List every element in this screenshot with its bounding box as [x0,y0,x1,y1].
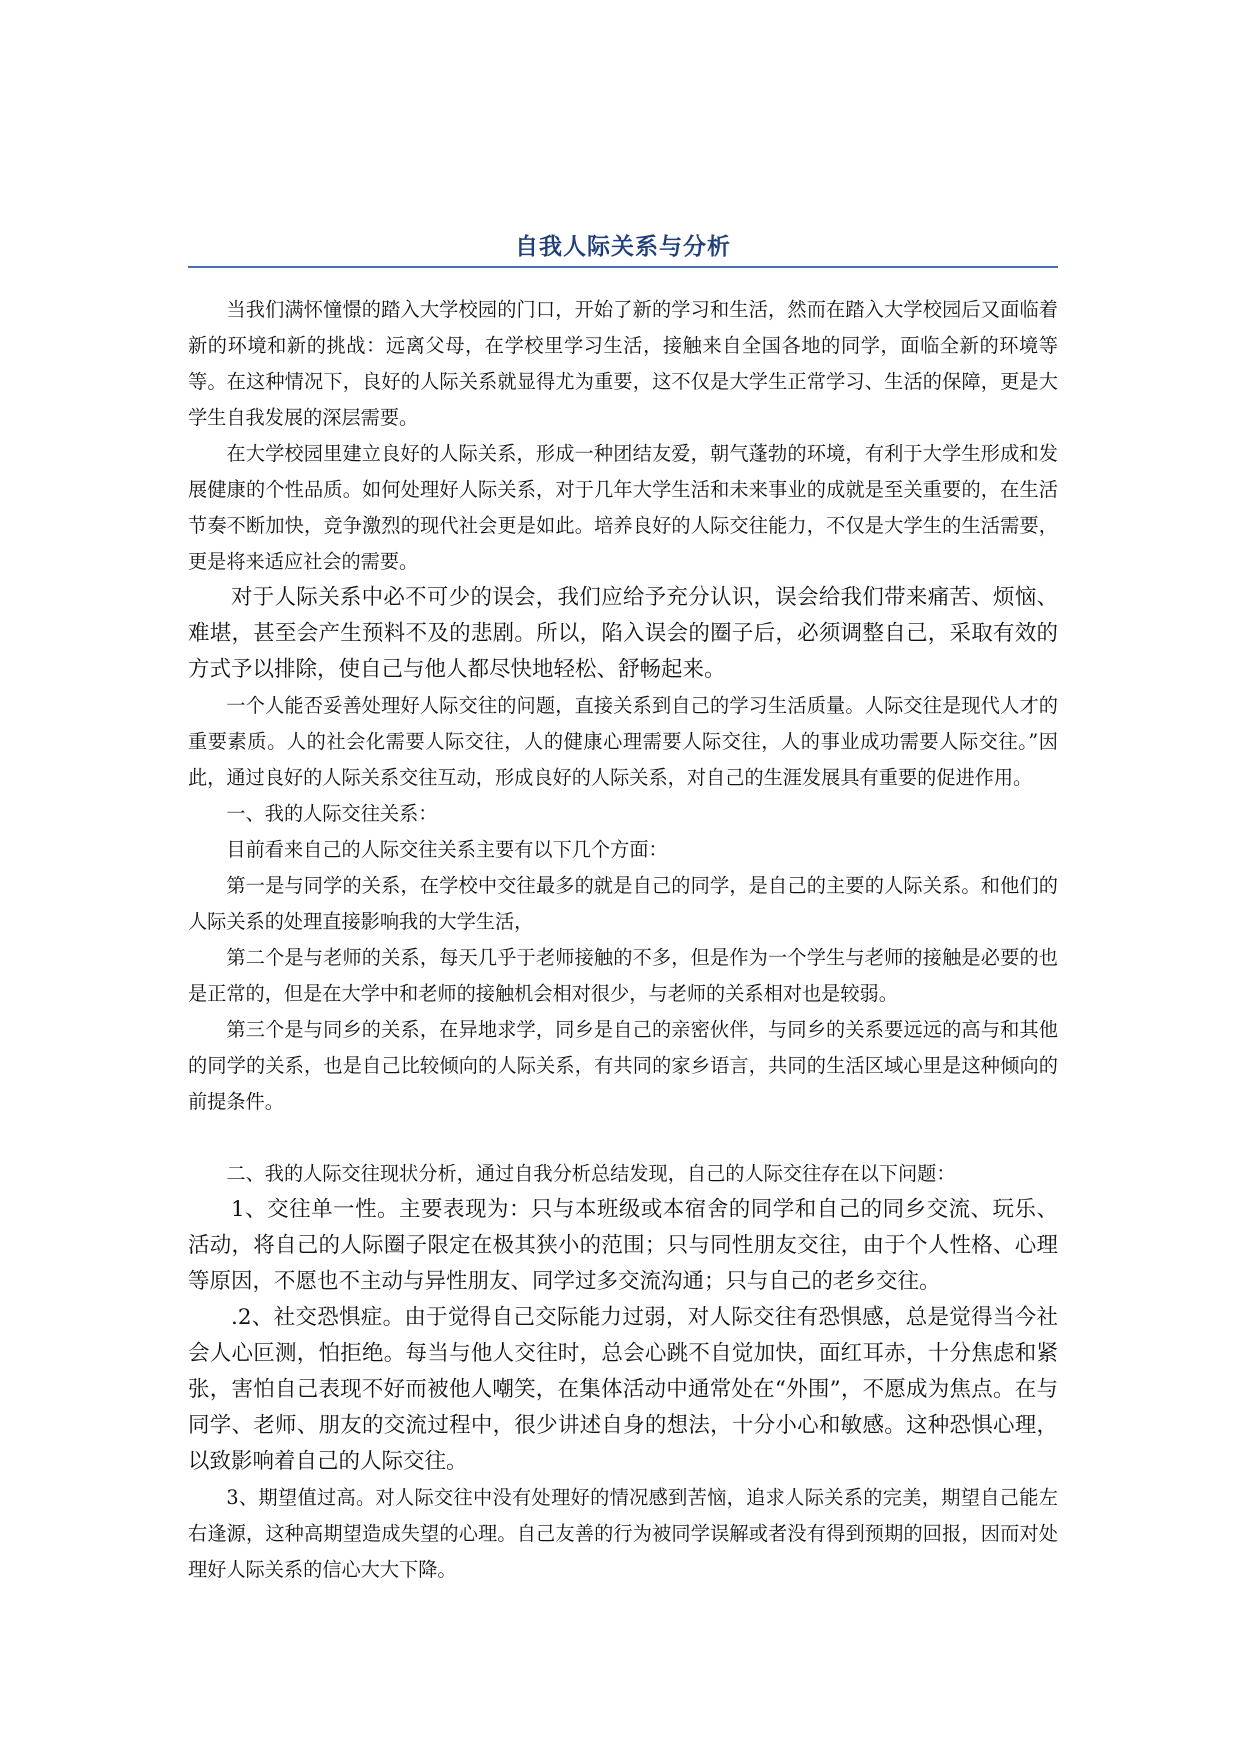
paragraph-campus: 在大学校园里建立良好的人际关系，形成一种团结友爱，朝气蓬勃的环境，有利于大学生形成和发展健康的个性品质。如何处理好人际关系，对于几年大学生活和未来事业的成就是至关重要的，在生活节奏不断加快，竞争激烈的现代社会更是如此。培养良好的人际交往能力，不仅是大学生的生活需要，更是将来适应社会的需要。 [188,442,1058,573]
section-heading-relations: 一、我的人际交往关系： [226,802,438,825]
paragraph-teachers: 第二个是与老师的关系，每天几乎于老师接触的不多，但是作为一个学生与老师的接触是必要的也是正常的，但是在大学中和老师的接触机会相对很少，与老师的关系相对也是较弱。 [188,946,1058,1005]
paragraph-hometown: 第三个是与同乡的关系，在异地求学，同乡是自己的亲密伙伴，与同乡的关系要远远的高与和其他的同学的关系，也是自己比较倾向的人际关系，有共同的家乡语言，共同的生活区域心里是这种倾向的前提条件。 [188,1018,1058,1113]
document-title: 自我人际关系与分析 [515,234,731,260]
title-underline [188,266,1058,268]
paragraph-importance: 一个人能否妥善处理好人际交往的问题，直接关系到自己的学习生活质量。人际交往是现代人才的重要素质。人的社会化需要人际交往，人的健康心理需要人际交往，人的事业成功需要人际交往。”因此，通过良好的人际关系交往互动，形成良好的人际关系，对自己的生涯发展具有重要的促进作用。 [188,694,1058,789]
paragraph-intro: 当我们满怀憧憬的踏入大学校园的门口，开始了新的学习和生活，然而在踏入大学校园后又面临着新的环境和新的挑战：远离父母，在学校里学习生活，接触来自全国各地的同学，面临全新的环境等等。在这种情况下，良好的人际关系就显得尤为重要，这不仅是大学生正常学习、生活的保障，更是大学生自我发展的深层需要。 [188,298,1058,429]
paragraph-misunderstanding: 对于人际关系中必不可少的误会，我们应给予充分认识，误会给我们带来痛苦、烦恼、难堪，甚至会产生预料不及的悲剧。所以，陷入误会的圈子后，必须调整自己，采取有效的方式予以排除，使自己与他人都尽快地轻松、舒畅起来。 [188,585,1058,682]
document-body [188,292,1058,1588]
paragraph-aspects-intro: 目前看来自己的人际交往关系主要有以下几个方面： [226,838,668,861]
paragraph-classmates: 第一是与同学的关系，在学校中交往最多的就是自己的同学，是自己的主要的人际关系。和他们的人际关系的处理直接影响我的大学生活， [188,874,1058,933]
paragraph-issue-phobia: .2、社交恐惧症。由于觉得自己交际能力过弱，对人际交往有恐惧感，总是觉得当今社会人心叵测，怕拒绝。每当与他人交往时，总会心跳不自觉加快，面红耳赤，十分焦虑和紧张，害怕自己表现不好而被他人嘲笑，在集体活动中通常处在“外围”，不愿成为焦点。在与同学、老师、朋友的交流过程中，很少讲述自身的想法，十分小心和敏感。这种恐惧心理，以致影响着自己的人际交往。 [188,1305,1058,1474]
section-heading-analysis: 二、我的人际交往现状分析，通过自我分析总结发现，自己的人际交往存在以下问题： [226,1162,956,1185]
paragraph-issue-expectation: 3、期望值过高。对人际交往中没有处理好的情况感到苦恼，追求人际关系的完美，期望自己能左右逢源，这种高期望造成失望的心理。自己友善的行为被同学误解或者没有得到预期的回报，因而对处理好人际关系的信心大大下降。 [188,1486,1058,1581]
paragraph-gap [188,1120,1058,1156]
paragraph-issue-single: 1、交往单一性。主要表现为：只与本班级或本宿舍的同学和自己的同乡交流、玩乐、活动，将自己的人际圈子限定在极其狭小的范围；只与同性朋友交往，由于个人性格、心理等原因，不愿也不主动与异性朋友、同学过多交流沟通；只与自己的老乡交往。 [188,1197,1058,1294]
